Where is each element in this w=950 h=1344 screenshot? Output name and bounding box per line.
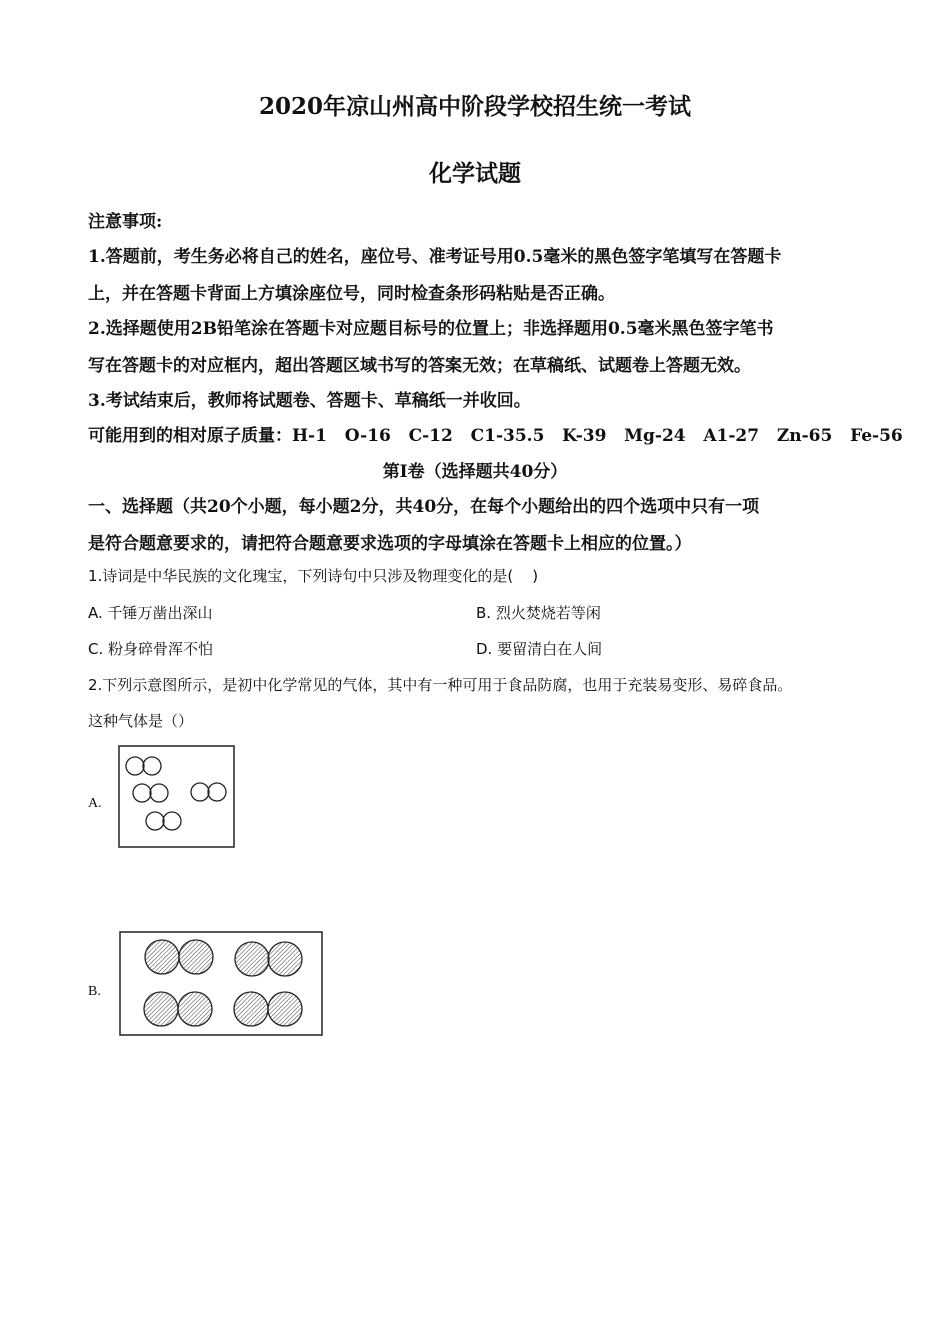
figure-a-molecules (118, 745, 236, 849)
part-heading: 是符合题意要求的，请把符合题意要求选项的字母填涂在答题卡上相应的位置。） (88, 534, 692, 554)
notice-line: 写在答题卡的对应框内，超出答题区域书写的答案无效；在草稿纸、试题卷上答题无效。 (88, 356, 751, 376)
atom (133, 784, 151, 802)
question-1-option-d: D. 要留清白在人间 (476, 640, 603, 658)
figure-a-label: A. (88, 796, 102, 811)
notice-line: 上，并在答题卡背面上方填涂座位号，同时检查条形码粘贴是否正确。 (88, 284, 615, 304)
atom (191, 783, 209, 801)
section-title: 第I卷（选择题共40分） (382, 462, 568, 482)
question-1-option-a: A. 千锤万凿出深山 (88, 604, 213, 622)
atom (208, 783, 226, 801)
atom (144, 992, 178, 1026)
atom (179, 940, 213, 974)
figure-b-molecules (119, 931, 325, 1038)
notice-heading: 注意事项: (88, 212, 163, 232)
figure-a-frame (119, 746, 234, 847)
atom (235, 942, 269, 976)
atom (163, 812, 181, 830)
atom (150, 784, 168, 802)
question-2-stem: 2.下列示意图所示，是初中化学常见的气体，其中有一种可用于食品防腐，也用于充装易变形、易碎食品。 (88, 676, 793, 694)
atom (143, 757, 161, 775)
atom (268, 942, 302, 976)
notice-line: 1.答题前，考生务必将自己的姓名，座位号、准考证号用0.5毫米的黑色签字笔填写在答题卡 (88, 247, 782, 267)
atom (146, 812, 164, 830)
atom (268, 992, 302, 1026)
notice-line: 2.选择题使用2B铅笔涂在答题卡对应题目标号的位置上；非选择题用0.5毫米黑色签字笔书 (88, 319, 774, 339)
question-1-option-c: C. 粉身碎骨浑不怕 (88, 640, 214, 658)
notice-line: 3.考试结束后，教师将试题卷、答题卡、草稿纸一并收回。 (88, 391, 531, 411)
atom (234, 992, 268, 1026)
atom (145, 940, 179, 974)
question-1-stem: 1.诗词是中华民族的文化瑰宝，下列诗句中只涉及物理变化的是( ) (88, 567, 539, 585)
atom (126, 757, 144, 775)
atomic-masses: 可能用到的相对原子质量：H-1 O-16 C-12 C1-35.5 K-39 Mg-24 A1-27 Zn-65 Fe-56 (88, 426, 903, 446)
subject-title: 化学试题 (429, 160, 521, 187)
atom (178, 992, 212, 1026)
figure-b-label: B. (88, 984, 101, 999)
exam-title: 2020年凉山州高中阶段学校招生统一考试 (258, 93, 691, 120)
question-2-stem: 这种气体是（） (88, 712, 194, 730)
part-heading: 一、选择题（共20个小题，每小题2分，共40分，在每个小题给出的四个选项中只有一项 (88, 497, 760, 517)
question-1-option-b: B. 烈火焚烧若等闲 (476, 604, 601, 622)
